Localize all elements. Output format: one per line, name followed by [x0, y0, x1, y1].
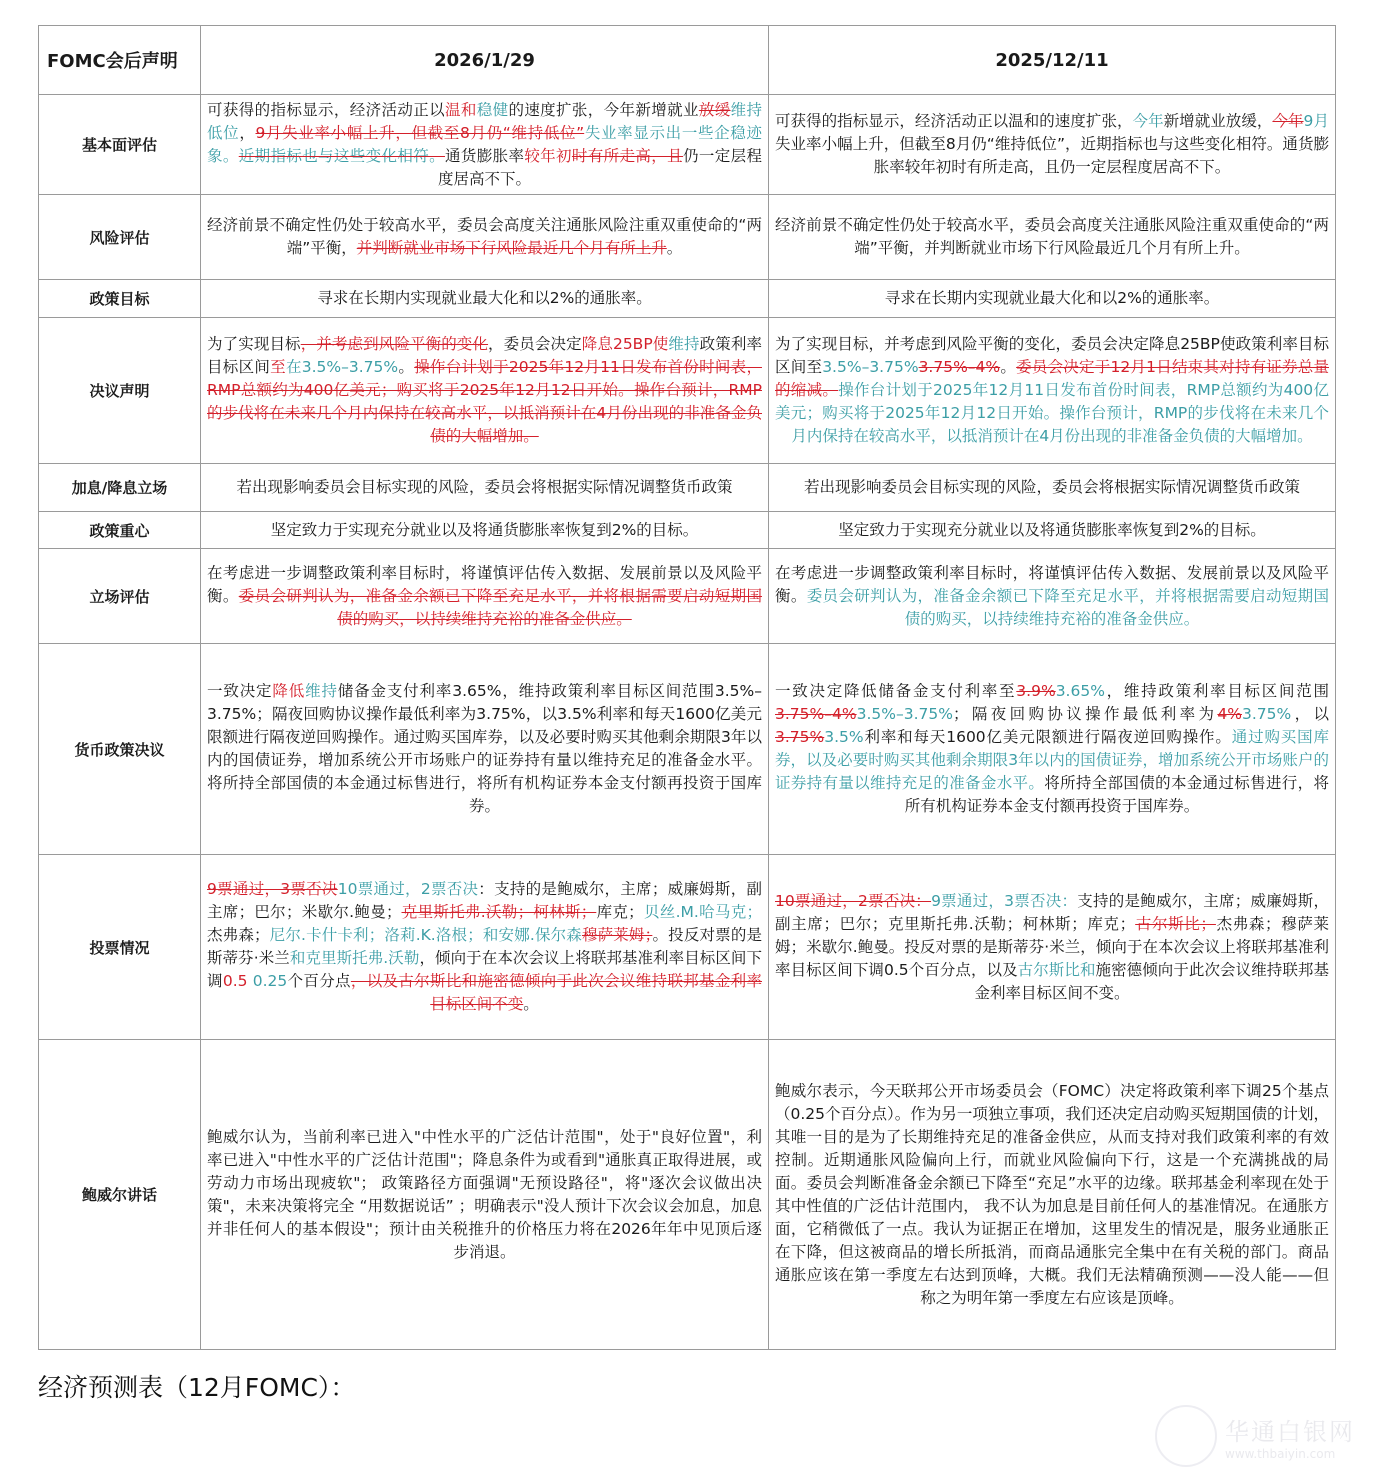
text-segment: 经济前景不确定性仍处于较高水平，委员会高度关注通胀风险注重双重使命的“两端”平衡，	[207, 216, 762, 257]
text-segment: 个百分点	[287, 972, 351, 990]
text-segment: 坚定致力于实现充分就业以及将通货膨胀率恢复到2%的目标。	[838, 520, 1266, 539]
inserted-text: 和克里斯托弗.沃勒	[289, 949, 420, 967]
cell-2026-01-29	[201, 318, 769, 464]
cell-2026-01-29	[201, 855, 769, 1040]
deleted-text: 3.75%–4%	[775, 705, 857, 723]
deleted-text: ，以及古尔斯比和施密德倾向于此次会议维持联邦基金利率目标区间不变	[350, 972, 762, 1013]
changed-text: 0.5	[222, 972, 253, 990]
table-row	[39, 195, 1336, 280]
table-row	[39, 512, 1336, 549]
cell-2025-12-11	[769, 855, 1336, 1040]
inserted-text: 9月	[1303, 112, 1329, 130]
row-label: 鲍威尔讲话	[39, 1040, 201, 1350]
text-segment: ，维持政策利率目标区间范围	[1104, 682, 1329, 700]
inserted-text: 维持	[668, 335, 700, 353]
watermark-name: 华通白银网	[1225, 1417, 1355, 1446]
text-segment: 库克；	[596, 903, 644, 921]
text-segment: 失业率小幅上升，但截至8月仍“维持低位”，近期指标也与这些变化相符。通货膨胀率较年初时有所走高，且仍一定层程度居高不下。	[775, 135, 1329, 176]
text-segment: 可获得的指标显示，经济活动正以	[207, 100, 445, 119]
text-segment: 杰弗森；	[207, 926, 270, 944]
cell-2026-01-29	[201, 512, 769, 549]
header-statement: FOMC会后声明	[39, 26, 201, 95]
inserted-text: 尼尔.卡什卡利；洛莉.K.洛根；和安娜.保尔森	[269, 926, 582, 944]
deleted-text: 操作台计划于2025年12月11日发布首份时间表，RMP总额约为400亿美元；购买将于2025年12月12日开始。操作台预计，RMP的步伐将在未来几个月内保持在较高水平，以抵消预计在4月份出现的非准备金负债的大幅增加。	[207, 358, 762, 445]
table-row	[39, 644, 1336, 855]
text-segment: 在考虑进一步调整政策利率目标时，将谨慎评估传入数据、发展前景以及风险平衡。	[775, 563, 1329, 605]
deleted-text: 9票通过，3票否决	[207, 880, 338, 898]
header-date-2025-12-11: 2025/12/11	[769, 26, 1336, 95]
text-segment: ：支持的是鲍威尔，主席；威廉姆斯，副主席；巴尔；米歇尔.鲍曼；	[207, 880, 762, 921]
changed-text: 温和	[444, 100, 477, 119]
inserted-text: 3.65%	[1055, 682, 1105, 700]
deleted-text: 穆萨莱姆；	[581, 926, 653, 944]
deleted-text: 10票通过，2票否决：	[775, 891, 932, 910]
row-label: 基本面评估	[39, 95, 201, 195]
table-row	[39, 280, 1336, 318]
cell-2025-12-11	[769, 464, 1336, 512]
row-label: 货币政策决议	[39, 644, 201, 855]
row-label: 立场评估	[39, 549, 201, 644]
deleted-text: ，并考虑到风险平衡的变化	[300, 335, 489, 353]
text-segment: 政策利率目标区间	[207, 335, 762, 376]
text-segment: 寻求在长期内实现就业最大化和以2%的通胀率。	[317, 289, 652, 307]
text-segment: 在考虑进一步调整政策利率目标时，将谨慎评估传入数据、发展前景以及风险平衡。	[207, 563, 762, 605]
deleted-text: 3.75%	[775, 728, 825, 746]
deleted-text: 3.9%	[1016, 682, 1056, 700]
cell-2025-12-11	[769, 318, 1336, 464]
text-segment: 为了实现目标	[207, 335, 301, 353]
text-segment: 若出现影响委员会目标实现的风险，委员会将根据实际情况调整货币政策	[236, 478, 733, 496]
inserted-text: 3.5%	[824, 728, 864, 746]
inserted-text: 维持低位	[207, 100, 762, 142]
cell-2025-12-11	[769, 280, 1336, 318]
table-row	[39, 318, 1336, 464]
text-segment: 寻求在长期内实现就业最大化和以2%的通胀率。	[884, 289, 1220, 307]
text-segment: 。	[1000, 358, 1017, 376]
deleted-text: 3.75%–4%	[918, 358, 1001, 376]
text-segment: 一致决定	[207, 682, 273, 700]
text-segment: 。	[398, 358, 415, 376]
cell-2026-01-29	[201, 1040, 769, 1350]
text-segment: 可获得的指标显示，经济活动正以温和的速度扩张，	[775, 112, 1133, 130]
deleted-text: 并判断就业市场下行风险最近几个月有所上升	[356, 239, 667, 257]
table-row	[39, 95, 1336, 195]
cell-2025-12-11	[769, 644, 1336, 855]
text-segment: 。	[523, 995, 539, 1013]
text-segment: 利率和每天1600亿美元限额进行隔夜逆回购操作。	[863, 728, 1232, 746]
text-segment: 经济前景不确定性仍处于较高水平，委员会高度关注通胀风险注重双重使命的“两端”平衡，并判断就业市场下行风险最近几个月有所上升。	[775, 216, 1329, 257]
inserted-text: 3.75%	[1241, 705, 1292, 723]
text-segment: 若出现影响委员会目标实现的风险，委员会将根据实际情况调整货币政策	[803, 478, 1300, 496]
text-segment: 施密德倾向于此次会议维持联邦基金利率目标区间不变。	[974, 960, 1329, 1002]
watermark-url: www.thbaiyin.com	[1225, 1446, 1336, 1461]
inserted-text: 操作台计划于2025年12月11日发布首份时间表，RMP总额约为400亿美元；购买将于2025年12月12日开始。操作台预计，RMP的步伐将在未来几个月内保持在较高水平，以抵消预计在4月份出现的非准备金负债的大幅增加。	[775, 381, 1329, 445]
inserted-text: 0.25	[252, 972, 288, 990]
cell-2026-01-29	[201, 644, 769, 855]
cell-2025-12-11	[769, 195, 1336, 280]
inserted-text: 9票通过，3票否决：	[931, 891, 1078, 910]
watermark-circle-icon	[1155, 1405, 1217, 1467]
header-date-2026-01-29: 2026/1/29	[201, 26, 769, 95]
row-label: 政策重心	[39, 512, 201, 549]
text-segment: 。	[666, 239, 683, 257]
cell-2026-01-29	[201, 195, 769, 280]
row-label: 政策目标	[39, 280, 201, 318]
deleted-text: 时有所走高，且	[571, 146, 683, 165]
table-row	[39, 549, 1336, 644]
inserted-text: 贝丝.M.哈马克；	[643, 903, 762, 921]
inserted-text: 10票通过，2票否决	[337, 880, 479, 898]
inserted-deleted-text: 近期指标也与这些变化相符。	[238, 146, 445, 165]
cell-2026-01-29	[201, 95, 769, 195]
inserted-text: 稳健	[476, 100, 509, 119]
inserted-text: 3.5%–3.75%	[822, 358, 919, 376]
deleted-text: 放缓	[698, 100, 731, 119]
changed-text: 降息25BP使	[581, 335, 669, 353]
deleted-text: 今年	[1272, 112, 1304, 130]
cell-2025-12-11	[769, 549, 1336, 644]
header-row	[39, 26, 1336, 95]
inserted-text: 3.5%–3.75%	[856, 705, 953, 723]
row-label: 加息/降息立场	[39, 464, 201, 512]
text-segment: 一致决定降低储备金支付利率至	[775, 682, 1017, 700]
text-segment: 杰弗森；穆萨莱姆；米歇尔.鲍曼。投反对票的是斯蒂芬·米兰，倾向于在本次会议上将联邦基准利率目标区间下调0.5个百分点，以及	[775, 914, 1329, 979]
cell-2026-01-29	[201, 549, 769, 644]
text-segment: ；隔夜回购协议操作最低利率为	[952, 705, 1218, 723]
text-segment: 鲍威尔表示，今天联邦公开市场委员会（FOMC）决定将政策利率下调25个基点（0.25个百分点）。作为另一项独立事项，我们还决定启动购买短期国债的计划，其唯一目的是为了长期维持充足的准备金供应，从而支持对我们政策利率的有效控制。近期通胀风险偏向上行，而就业风险偏向下行，这是一个充满挑战的局面。委员会判断准备金余额已下降至“充足”水平的边缘。联邦基金利率现在处于其中性值的广泛估计范围内， 我不认为加息是目前任何人的基准情况。在通胀方面，它稍微低了一点。我认为证据正在增加，这里发生的情况是，服务业通胀正在下降，但这被商品的增长所抵消，而商品通胀完全集中在有关税的部门。商品通胀应该在第一季度左右达到顶峰，大概。我们无法精确预测——没人能——但称之为明年第一季度左右应该是顶峰。	[775, 1081, 1329, 1307]
text-segment: 储备金支付利率3.65%，维持政策利率目标区间范围3.5%–3.75%；隔夜回购协议操作最低利率为3.75%，以3.5%利率和每天1600亿美元限额进行隔夜逆回购操作。通过购买国库券，以及必要时购买其他剩余期限3年以内的国债证券，增加系统公开市场账户的证券持有量以维持充足的准备金水平。将所持全部国债的本金通过标售进行，将所有机构证券本金支付额再投资于国库券。	[207, 682, 762, 815]
text-segment: 的速度扩张，今年新增就业	[508, 100, 699, 119]
inserted-text: 今年	[1132, 112, 1164, 130]
inserted-text: 失业率显示出一些企稳迹象。	[207, 123, 762, 165]
deleted-text: 9月失业率小幅上升，但截至8月仍“维持低位”	[255, 123, 585, 142]
inserted-text: 在3.5%–3.75%	[285, 358, 399, 376]
row-label: 风险评估	[39, 195, 201, 280]
text-segment: ，	[239, 123, 256, 142]
table-row	[39, 464, 1336, 512]
cell-2025-12-11	[769, 512, 1336, 549]
deleted-text: 4%	[1217, 705, 1242, 723]
cell-2026-01-29	[201, 464, 769, 512]
text-segment: 支持的是鲍威尔，主席；威廉姆斯，副主席；巴尔；克里斯托弗.沃勒；柯林斯；库克；	[775, 891, 1329, 933]
text-segment: 。投反对票的是斯蒂芬·米兰	[207, 926, 762, 967]
cell-2025-12-11	[769, 1040, 1336, 1350]
deleted-text: 委员会决定于12月1日结束其对持有证券总量的缩减。	[775, 358, 1329, 399]
table-row	[39, 855, 1336, 1040]
text-segment: 鲍威尔认为，当前利率已进入"中性水平的广泛估计范围"，处于"良好位置"，利率已进入"中性水平的广泛估计范围"；降息条件为或看到"通胀真正取得进展，或劳动力市场出现疲软"； 政策路径方面强调"无预设路径"，将"逐次会议做出决策"，未来决策将完全 “用数据说话” ；明确表示"没人预计下次会议会加息，加息并非任何人的基本假设"；预计由关税推升的价格压力将在2026年年中见顶后逐步消退。	[207, 1127, 762, 1261]
deleted-text: 古尔斯比；	[1135, 914, 1216, 933]
text-segment: 新增就业放缓，	[1163, 112, 1273, 130]
changed-text: 降低	[272, 682, 306, 700]
row-label: 投票情况	[39, 855, 201, 1040]
changed-text: 较年初	[524, 146, 572, 165]
text-segment: 坚定致力于实现充分就业以及将通货膨胀率恢复到2%的目标。	[270, 520, 699, 539]
text-segment: ，委员会决定	[488, 335, 582, 353]
text-segment: ，倾向于在本次会议上将联邦基准利率目标区间下调	[207, 949, 762, 990]
cell-2025-12-11	[769, 95, 1336, 195]
row-label: 决议声明	[39, 318, 201, 464]
text-segment: ，以	[1291, 705, 1329, 723]
deleted-text: 委员会研判认为，准备金余额已下降至充足水平，并将根据需要启动短期国债的购买，以持续维持充裕的准备金供应。	[238, 586, 762, 628]
text-segment: 将所持全部国债的本金通过标售进行，将所有机构证券本金支付额再投资于国库券。	[904, 774, 1329, 815]
inserted-text: 维持	[305, 682, 338, 700]
watermark-logo	[1155, 1405, 1355, 1467]
text-segment: 为了实现目标，并考虑到风险平衡的变化，委员会决定降息25BP使政策利率目标区间至	[775, 335, 1329, 376]
changed-text: 至	[270, 358, 286, 376]
inserted-text: 委员会研判认为，准备金余额已下降至充足水平，并将根据需要启动短期国债的购买，以持续维持充裕的准备金供应。	[806, 586, 1329, 628]
cell-2026-01-29	[201, 280, 769, 318]
text-segment: 仍一定层程度居高不下。	[437, 146, 762, 188]
inserted-text: 古尔斯比和	[1017, 960, 1096, 979]
inserted-text: 通过购买国库券，以及必要时购买其他剩余期限3年以内的国债证券，增加系统公开市场账户的证券持有量以维持充足的准备金水平。	[775, 728, 1329, 792]
fomc-comparison-table	[38, 25, 1336, 1350]
deleted-text: 克里斯托弗.沃勒；柯林斯；	[401, 903, 597, 921]
text-segment: 通货膨胀率	[444, 146, 525, 165]
economic-projections-heading: 经济预测表（12月FOMC）：	[38, 1373, 356, 1402]
table-row	[39, 1040, 1336, 1350]
